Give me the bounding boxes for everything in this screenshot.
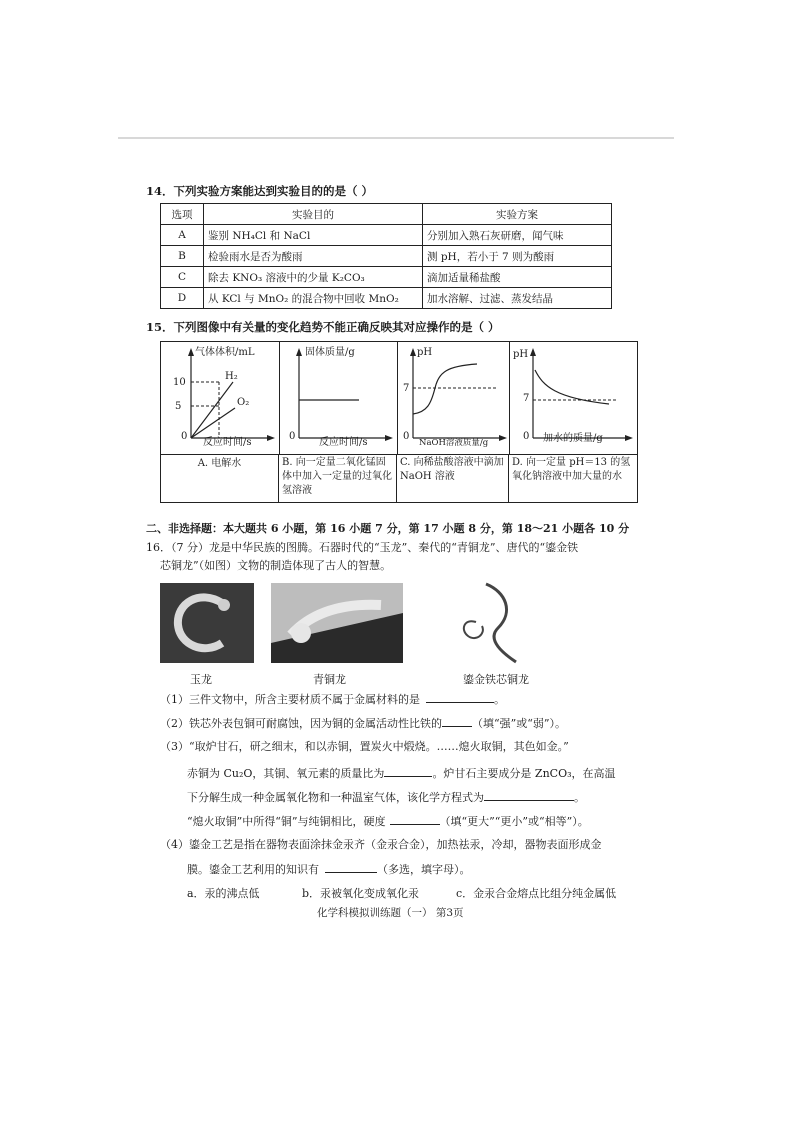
graph-c-xlabel: NaOH溶液质量/g [419, 438, 489, 448]
q14-table [160, 203, 612, 309]
row-plan: 滴加适量稀盐酸 [423, 267, 612, 288]
graph-c [397, 342, 510, 454]
graph-a-series-o2: O₂ [237, 397, 250, 408]
q16-sub2 [160, 714, 566, 733]
row-goal: 从 KCl 与 MnO₂ 的混合物中回收 MnO₂ [204, 288, 423, 309]
q15-graph-table [160, 341, 638, 503]
q15-caption-row [161, 454, 637, 503]
section-2-heading: 二、非选择题：本大题共 6 小题，第 16 小题 7 分，第 17 小题 8 分，第 18～21 小题各 10 分 [146, 522, 630, 535]
table-row [161, 246, 612, 267]
q16-sub3-text-c: 下分解生成一种金属氧化物和一种温室气体，该化学方程式为 [187, 791, 484, 804]
q15-title: 15．下列图像中有关量的变化趋势不能正确反映其对应操作的是（ ） [146, 320, 500, 334]
row-plan: 加水溶解、过滤、蒸发结晶 [423, 288, 612, 309]
row-option: C [161, 267, 204, 288]
row-goal: 检验雨水是否为酸雨 [204, 246, 423, 267]
h2-line [191, 382, 233, 438]
q16-sub4-text-b: （多选，填字母）。 [377, 863, 471, 876]
caption-b: B. 向一定量二氧化锰固体中加入一定量的过氧化氢溶液 [279, 455, 397, 503]
graph-a-tick-10: 10 [173, 377, 186, 388]
q16-option-a: a．汞的沸点低 [187, 887, 260, 900]
row-plan: 测 pH，若小于 7 则为酸雨 [423, 246, 612, 267]
graph-a [161, 342, 280, 454]
row-option: A [161, 225, 204, 246]
jade-dragon-image [160, 583, 254, 663]
graph-a-ylabel: 气体体积/mL [195, 347, 255, 358]
table-row [161, 288, 612, 309]
photo-label-jade: 玉龙 [190, 673, 212, 686]
q16-option-c: c．金汞合金熔点比组分纯金属低 [456, 887, 617, 900]
q16-sub3-text-b: 。炉甘石主要成分是 ZnCO₃，在高温 [432, 767, 616, 780]
q16-sub1-text: （1）三件文物中，所含主要材质不属于金属材料的是 [160, 693, 420, 706]
jade-dragon-photo [160, 583, 254, 663]
graph-c-tick-7: 7 [403, 383, 410, 394]
q16-sub4-line2 [187, 860, 471, 879]
q14-title: 14．下列实验方案能达到实验目的的是（ ） [146, 184, 374, 198]
header-goal: 实验目的 [204, 204, 423, 225]
row-plan: 分别加入熟石灰研磨，闻气味 [423, 225, 612, 246]
q16-sub2-end: （填“强”或“弱”）。 [472, 717, 566, 730]
graph-d-tick-7: 7 [523, 393, 530, 404]
graph-d-origin: 0 [523, 431, 530, 442]
gilded-dragon-image [446, 578, 526, 668]
q16-sub4-blank[interactable] [325, 860, 377, 873]
q16-sub3-text-c-end: 。 [574, 791, 585, 804]
q16-sub2-blank[interactable] [442, 714, 472, 727]
q16-sub3-blank-ratio[interactable] [384, 764, 432, 777]
graph-d-xlabel: 加水的质量/g [543, 433, 603, 444]
gilded-dragon-photo [446, 578, 526, 668]
header-plan: 实验方案 [423, 204, 612, 225]
graph-d-ylabel: pH [513, 349, 529, 360]
caption-d: D. 向一定量 pH＝13 的氢氧化钠溶液中加大量的水 [512, 457, 631, 482]
q16-sub3-line1: （3）“取炉甘石，研之细末，和以赤铜，置炭火中煅烧。……熄火取铜，其色如金。” [160, 740, 569, 753]
graph-c-origin: 0 [403, 431, 410, 442]
page-top-rule [118, 137, 674, 139]
q16-intro-line1: 16．（7 分）龙是中华民族的图腾。石器时代的“玉龙”、秦代的“青铜龙”、唐代的“鎏金铁 [146, 541, 579, 554]
q16-sub3-blank-hardness[interactable] [390, 812, 440, 825]
graph-d-curve [535, 370, 609, 404]
graph-c-ylabel: pH [417, 347, 433, 358]
row-option: B [161, 246, 204, 267]
graph-a-series-h2: H₂ [225, 371, 238, 382]
graph-a-tick-5: 5 [175, 401, 182, 412]
q16-sub1 [160, 690, 505, 709]
table-row [161, 225, 612, 246]
row-goal: 除去 KNO₃ 溶液中的少量 K₂CO₃ [204, 267, 423, 288]
graph-d [509, 342, 637, 454]
q16-sub4-line1: （4）鎏金工艺是指在器物表面涂抹金汞齐（金汞合金），加热祛汞，冷却，器物表面形成金 [160, 838, 602, 851]
q16-sub4-text-a: 膜。鎏金工艺利用的知识有 [187, 863, 319, 876]
header-option: 选项 [161, 204, 204, 225]
table-header-row [161, 204, 612, 225]
q16-sub3-line3 [187, 788, 585, 807]
q16-sub3-line2 [187, 764, 616, 783]
row-goal: 鉴别 NH₄Cl 和 NaCl [204, 225, 423, 246]
q16-option-b: b．汞被氧化变成氧化汞 [302, 887, 420, 900]
q16-sub1-end: 。 [494, 693, 505, 706]
q16-intro-line2: 芯铜龙”（如图）文物的制造体现了古人的智慧。 [160, 559, 392, 572]
caption-c: C. 向稀盐酸溶液中滴加 NaOH 溶液 [397, 455, 509, 503]
q16-sub3-blank-equation[interactable] [484, 788, 574, 801]
bronze-dragon-photo [271, 583, 403, 663]
graph-b-origin: 0 [289, 431, 296, 442]
page-footer: 化学科模拟训练题（一） 第3页 [317, 907, 464, 919]
q16-sub3-line4 [187, 812, 589, 831]
q16-sub3-text-a: 赤铜为 Cu₂O，其铜、氧元素的质量比为 [187, 767, 385, 780]
q16-sub1-blank[interactable] [426, 690, 494, 703]
graph-c-curve [413, 364, 477, 414]
graph-a-origin: 0 [181, 431, 188, 442]
photo-label-bronze: 青铜龙 [313, 673, 346, 686]
graph-b [279, 342, 398, 454]
q16-sub3-text-d: “熄火取铜”中所得“铜”与纯铜相比，硬度 [187, 815, 386, 828]
caption-a: A. 电解水 [161, 455, 279, 503]
graph-a-xlabel: 反应时间/s [203, 437, 252, 448]
row-option: D [161, 288, 204, 309]
table-row [161, 267, 612, 288]
photo-label-gilded: 鎏金铁芯铜龙 [463, 673, 529, 686]
bronze-dragon-image [271, 583, 403, 663]
graph-b-ylabel: 固体质量/g [305, 347, 355, 358]
q16-sub2-text: （2）铁芯外表包铜可耐腐蚀，因为铜的金属活动性比铁的 [160, 717, 442, 730]
q16-sub3-text-e: （填“更大”“更小”或“相等”）。 [439, 815, 589, 828]
graph-b-xlabel: 反应时间/s [319, 437, 368, 448]
